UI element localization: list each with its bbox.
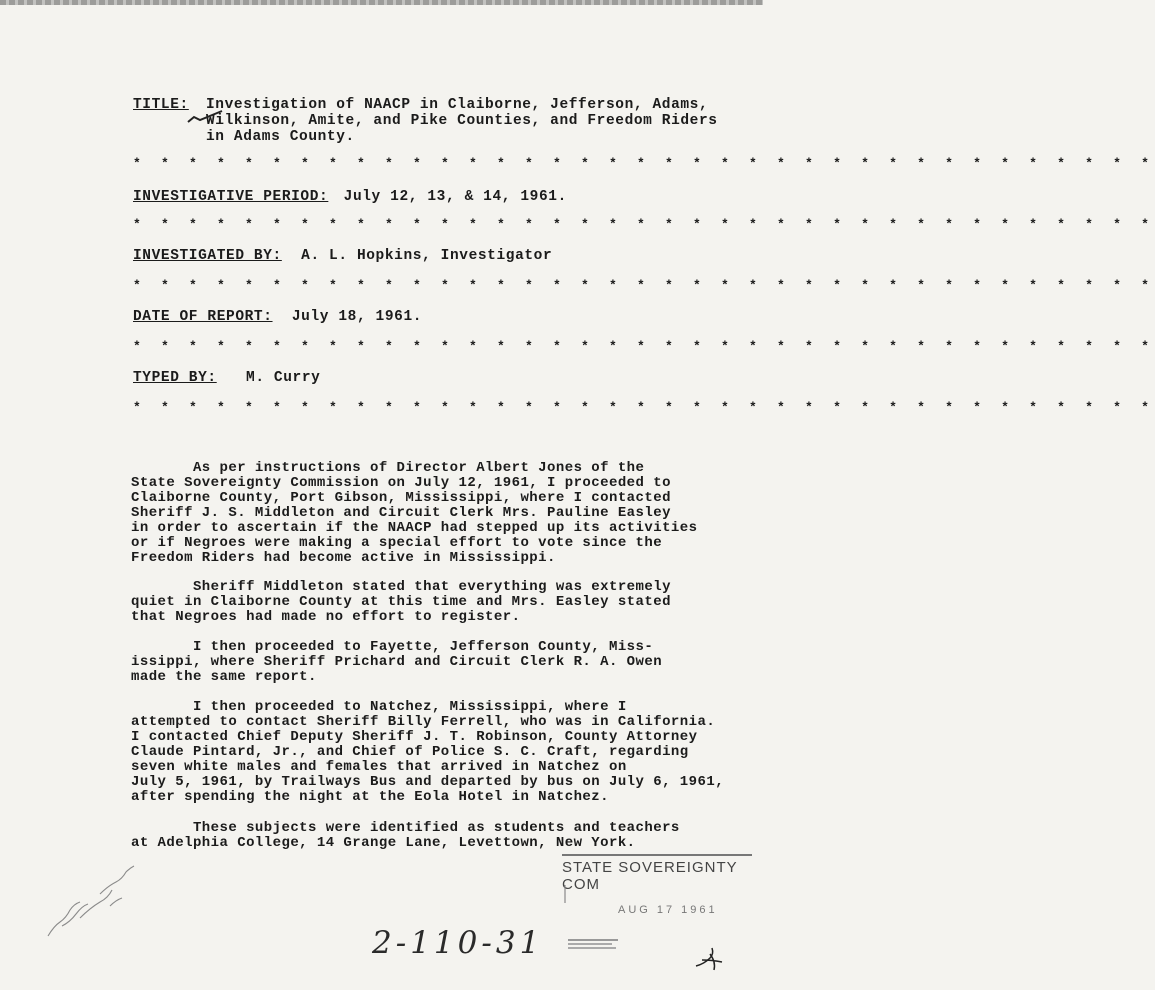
body-line: State Sovereignty Commission on July 12, 1961, I proceeded to xyxy=(131,475,671,491)
title-label: TITLE: xyxy=(133,97,189,113)
typed-by-label: TYPED BY: xyxy=(133,370,217,386)
body-line: I then proceeded to Natchez, Mississippi, where I xyxy=(131,699,627,715)
small-routing-stamp xyxy=(568,937,618,951)
body-line: Freedom Riders had become active in Mississippi. xyxy=(131,550,556,566)
body-line: issippi, where Sheriff Prichard and Circuit Clerk R. A. Owen xyxy=(131,654,663,670)
investigative-period xyxy=(133,189,567,205)
date-of-report-label: DATE OF REPORT: xyxy=(133,309,273,325)
body-line: Claiborne County, Port Gibson, Mississippi, where I contacted xyxy=(131,490,671,506)
investigated-by-value: A. L. Hopkins, Investigator xyxy=(301,248,553,264)
investigated-by-label: INVESTIGATED BY: xyxy=(133,248,282,264)
body-line: These subjects were identified as students and teachers xyxy=(131,820,680,836)
body-line: that Negroes had made no effort to register. xyxy=(131,609,521,625)
body-line: Sheriff Middleton stated that everything was extremely xyxy=(131,579,671,595)
body-line: made the same report. xyxy=(131,669,317,685)
body-line: July 5, 1961, by Trailways Bus and departed by bus on July 6, 1961, xyxy=(131,774,725,790)
stamp-date: AUG 17 1961 xyxy=(618,904,718,916)
handwritten-check-mark-icon xyxy=(186,108,226,126)
separator-3: * * * * * * * * * * * * * * * * * * * * * * * * * * * * * * * * * * * * * xyxy=(133,278,1155,293)
typed-by xyxy=(133,370,320,386)
body-line: Sheriff J. S. Middleton and Circuit Clerk Mrs. Pauline Easley xyxy=(131,505,671,521)
body-line: after spending the night at the Eola Hotel in Natchez. xyxy=(131,789,609,805)
handwritten-margin-note xyxy=(40,848,150,943)
body-line: I contacted Chief Deputy Sheriff J. T. Robinson, County Attorney xyxy=(131,729,698,745)
handwritten-initials-icon xyxy=(692,944,732,974)
date-of-report-value: July 18, 1961. xyxy=(291,309,423,325)
body-line: As per instructions of Director Albert Jones of the xyxy=(131,460,645,476)
body-line: quiet in Claiborne County at this time and Mrs. Easley stated xyxy=(131,594,671,610)
investigated-by xyxy=(133,248,552,264)
separator-5: * * * * * * * * * * * * * * * * * * * * * * * * * * * * * * * * * * * * * xyxy=(133,400,1155,415)
title-line-3: in Adams County. xyxy=(206,129,355,145)
body-line: I then proceeded to Fayette, Jefferson County, Miss- xyxy=(131,639,654,655)
body-line: Claude Pintard, Jr., and Chief of Police S. C. Craft, regarding xyxy=(131,744,689,760)
page-top-edge xyxy=(0,0,763,5)
body-line: seven white males and females that arrived in Natchez on xyxy=(131,759,627,775)
investigative-period-value: July 12, 13, & 14, 1961. xyxy=(343,189,567,205)
date-of-report xyxy=(133,309,422,325)
title-line-1: Investigation of NAACP in Claiborne, Jefferson, Adams, xyxy=(206,97,709,113)
typed-by-value: M. Curry xyxy=(246,370,321,386)
separator-2: * * * * * * * * * * * * * * * * * * * * * * * * * * * * * * * * * * * * * xyxy=(133,217,1155,232)
body-line: attempted to contact Sheriff Billy Ferrell, who was in California. xyxy=(131,714,716,730)
body-line: or if Negroes were making a special effort to vote since the xyxy=(131,535,663,551)
body-line: in order to ascertain if the NAACP had stepped up its activities xyxy=(131,520,698,536)
separator-4: * * * * * * * * * * * * * * * * * * * * * * * * * * * * * * * * * * * * * xyxy=(133,339,1155,354)
body-line: at Adelphia College, 14 Grange Lane, Levettown, New York. xyxy=(131,835,636,851)
title-line-2: Wilkinson, Amite, and Pike Counties, and Freedom Riders xyxy=(206,113,718,129)
separator-1: * * * * * * * * * * * * * * * * * * * * * * * * * * * * * * * * * * * * * xyxy=(133,156,1155,171)
handwritten-file-number: 2-110-31 xyxy=(372,925,544,961)
received-stamp: STATE SOVEREIGNTY COM xyxy=(562,854,752,889)
stamp-bracket-mark xyxy=(562,885,568,905)
investigative-period-label: INVESTIGATIVE PERIOD: xyxy=(133,189,329,205)
